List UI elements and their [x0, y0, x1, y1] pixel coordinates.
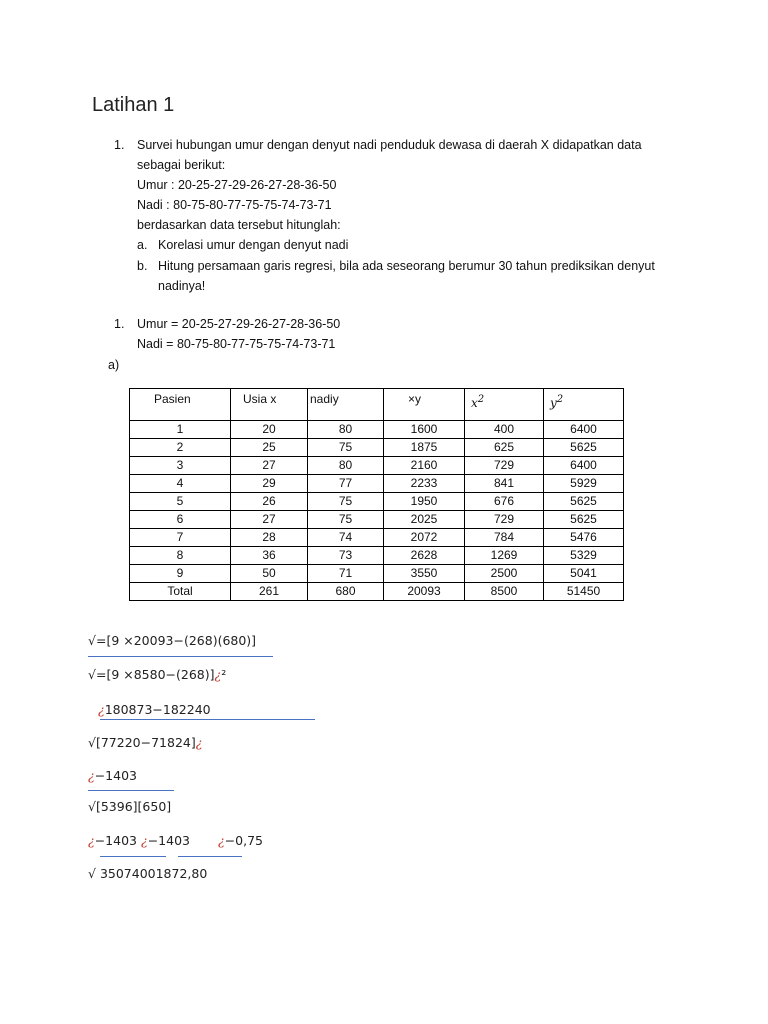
table-cell: 5476: [544, 529, 624, 547]
table-cell: 676: [465, 493, 544, 511]
table-cell: 729: [465, 511, 544, 529]
table-cell: 841: [465, 475, 544, 493]
table-cell: 6: [130, 511, 231, 529]
table-cell: 80: [308, 457, 384, 475]
table-cell: 261: [231, 583, 308, 601]
table-cell: 5: [130, 493, 231, 511]
glyph-marker: ¿: [88, 833, 95, 848]
table-cell: 1: [130, 421, 231, 439]
answer-nadi: Nadi = 80-75-80-77-75-75-74-73-71: [137, 337, 336, 351]
formula-line-4: √[77220−71824]¿: [88, 735, 203, 750]
subquestion-a-text: Korelasi umur dengan denyut nadi: [158, 238, 349, 252]
table-cell: 2500: [465, 565, 544, 583]
table-row: [130, 547, 624, 565]
table-cell: 75: [308, 439, 384, 457]
table-row: [130, 511, 624, 529]
table-cell: 5625: [544, 439, 624, 457]
question-nadi: Nadi : 80-75-80-77-75-75-74-73-71: [137, 198, 332, 212]
table-cell: 1269: [465, 547, 544, 565]
table-cell: 7: [130, 529, 231, 547]
formula-line-6: √[5396][650]: [88, 799, 172, 814]
header-x-squared: $x^2$: [465, 389, 544, 421]
glyph-marker: ¿: [98, 702, 105, 717]
table-cell: 77: [308, 475, 384, 493]
subquestion-b-text-1: Hitung persamaan garis regresi, bila ada seseorang berumur 30 tahun prediksikan denyut: [158, 259, 655, 273]
table-cell: 6400: [544, 421, 624, 439]
data-table: [129, 388, 624, 601]
subquestion-a-label: a.: [137, 238, 148, 252]
table-cell: 36: [231, 547, 308, 565]
formula-line-8: √ 35074001872,80: [88, 866, 208, 881]
table-cell: 51450: [544, 583, 624, 601]
table-row: [130, 493, 624, 511]
glyph-marker: ¿: [195, 735, 203, 750]
table-cell: 2072: [384, 529, 465, 547]
table-cell: 3: [130, 457, 231, 475]
table-total-row: [130, 583, 624, 601]
table-cell: 625: [465, 439, 544, 457]
table-cell: 29: [231, 475, 308, 493]
subquestion-b-label: b.: [137, 259, 148, 273]
table-cell: 8: [130, 547, 231, 565]
table-cell: 729: [465, 457, 544, 475]
table-cell: 2: [130, 439, 231, 457]
table-cell: 1600: [384, 421, 465, 439]
table-cell: 5625: [544, 511, 624, 529]
header-xy: ×y: [384, 389, 465, 421]
table-cell: 1950: [384, 493, 465, 511]
subquestion-b-text-2: nadinya!: [158, 279, 206, 293]
table-cell: 8500: [465, 583, 544, 601]
answer-part-a: a): [108, 358, 120, 372]
table-cell: 20: [231, 421, 308, 439]
question-umur: Umur : 20-25-27-29-26-27-28-36-50: [137, 178, 337, 192]
glyph-marker: ¿: [217, 833, 225, 848]
table-cell: 4: [130, 475, 231, 493]
table-cell: 80: [308, 421, 384, 439]
table-row: [130, 565, 624, 583]
table-cell: 680: [308, 583, 384, 601]
table-cell: 2025: [384, 511, 465, 529]
formula-line-3: ¿180873−182240: [98, 702, 211, 717]
table-cell: 50: [231, 565, 308, 583]
table-cell: 2628: [384, 547, 465, 565]
page-title: Latihan 1: [92, 94, 175, 116]
table-cell: 20093: [384, 583, 465, 601]
glyph-marker: ¿: [88, 768, 95, 783]
table-cell: 5625: [544, 493, 624, 511]
formula-line-7: ¿−1403 ¿−1403 ¿−0,75: [88, 833, 263, 848]
table-row: [130, 421, 624, 439]
table-cell: 5929: [544, 475, 624, 493]
formula-underline-7b: [178, 856, 242, 857]
glyph-marker: ¿: [140, 833, 148, 848]
table-cell: Total: [130, 583, 231, 601]
header-pasien: Pasien: [130, 389, 231, 421]
table-row: [130, 457, 624, 475]
question-line-2: sebagai berikut:: [137, 158, 226, 172]
table-cell: 27: [231, 511, 308, 529]
table-cell: 400: [465, 421, 544, 439]
table-cell: 2233: [384, 475, 465, 493]
table-cell: 3550: [384, 565, 465, 583]
table-row: [130, 439, 624, 457]
table-cell: 26: [231, 493, 308, 511]
glyph-marker: ¿: [214, 667, 222, 682]
table-cell: 71: [308, 565, 384, 583]
question-instruction: berdasarkan data tersebut hitunglah:: [137, 218, 341, 232]
formula-line-5: ¿−1403: [88, 768, 137, 783]
answer-number: 1.: [114, 317, 125, 331]
formula-underline-1: [88, 656, 273, 657]
table-cell: 75: [308, 493, 384, 511]
header-nadi: nadiy: [308, 389, 384, 421]
question-line-1: Survei hubungan umur dengan denyut nadi penduduk dewasa di daerah X didapatkan data: [137, 138, 642, 152]
question-number: 1.: [114, 138, 125, 152]
table-cell: 784: [465, 529, 544, 547]
table-cell: 25: [231, 439, 308, 457]
header-usia: Usia x: [231, 389, 308, 421]
table-cell: 5329: [544, 547, 624, 565]
formula-underline-5: [88, 790, 174, 791]
table-cell: 75: [308, 511, 384, 529]
formula-underline-3: [100, 719, 315, 720]
answer-umur: Umur = 20-25-27-29-26-27-28-36-50: [137, 317, 341, 331]
formula-underline-7a: [100, 856, 166, 857]
table-row: [130, 529, 624, 547]
table-cell: 9: [130, 565, 231, 583]
table-cell: 27: [231, 457, 308, 475]
header-y-squared: $y^2$: [544, 389, 624, 421]
table-row: [130, 475, 624, 493]
table-cell: 6400: [544, 457, 624, 475]
table-cell: 73: [308, 547, 384, 565]
formula-line-2: √=[9 ×8580−(268)]¿²: [88, 667, 227, 682]
formula-line-1: √=[9 ×20093−(268)(680)]: [88, 633, 257, 648]
table-header-row: [130, 389, 624, 421]
table-cell: 5041: [544, 565, 624, 583]
table-cell: 74: [308, 529, 384, 547]
table-cell: 28: [231, 529, 308, 547]
table-cell: 1875: [384, 439, 465, 457]
table-cell: 2160: [384, 457, 465, 475]
